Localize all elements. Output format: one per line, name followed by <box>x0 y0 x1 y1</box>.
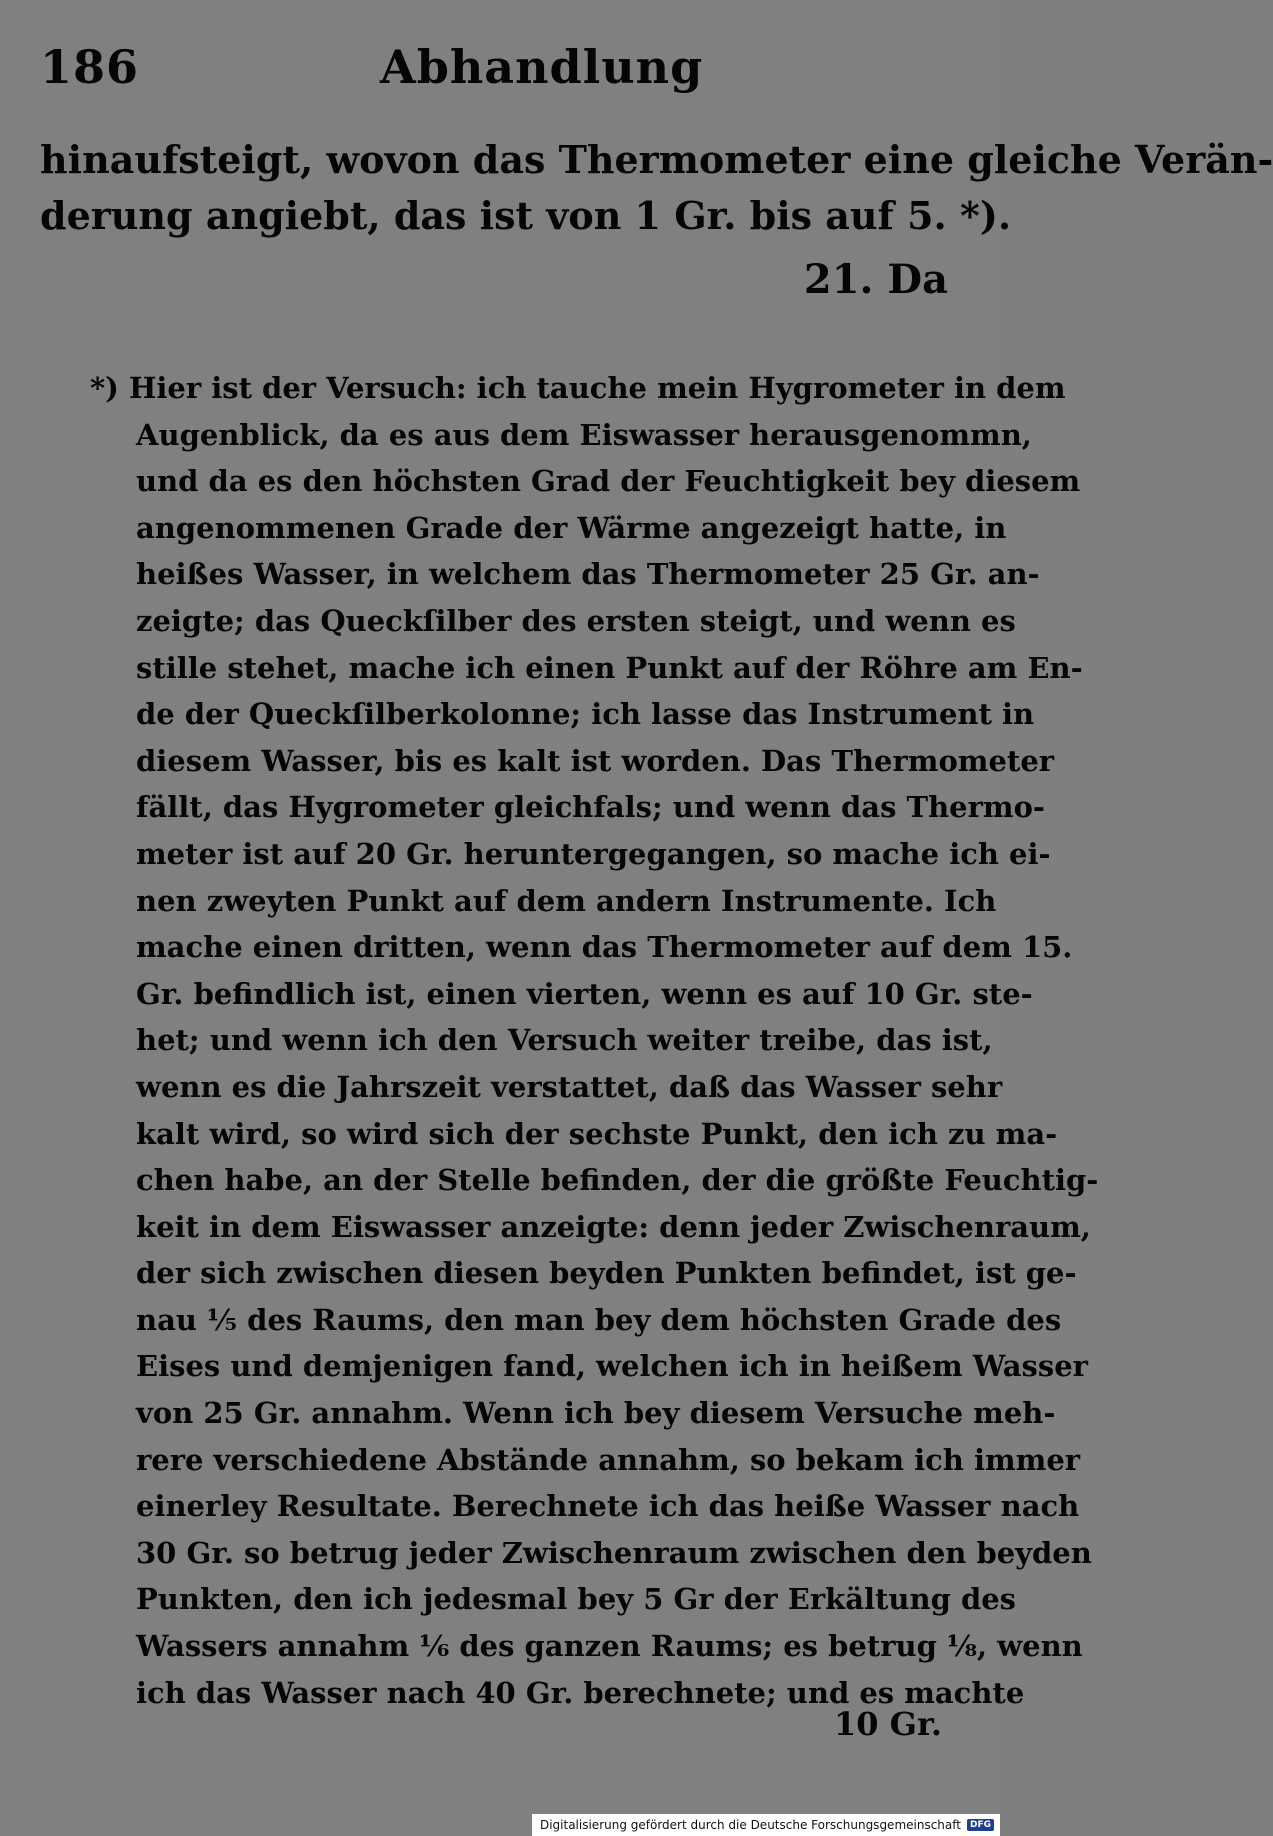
footnote-line: angenommenen Grade der Wärme angezeigt hatte, in <box>136 510 1007 545</box>
main-text-line: hinaufsteigt, wovon das Thermometer eine gleiche Verän- <box>40 137 1273 182</box>
footnote-line: ich das Wasser nach 40 Gr. berechnete; und es machte <box>136 1675 1025 1710</box>
footnote-line: fällt, das Hygrometer gleichfals; und wenn das Thermo- <box>136 790 1045 825</box>
footnote-line: kalt wird, so wird sich der sechste Punkt, den ich zu ma- <box>136 1116 1058 1151</box>
footnote-line: Punkten, den ich jedesmal bey 5 Gr der Erkältung des <box>136 1582 1017 1617</box>
footnote-line: stille stehet, mache ich einen Punkt auf der Röhre am En- <box>136 650 1083 685</box>
footnote-line: der sich zwischen diesen beyden Punkten befindet, ist ge- <box>136 1256 1077 1291</box>
dfg-logo: DFG <box>967 1819 994 1831</box>
footnote-line: Wassers annahm ⅙ des ganzen Raums; es betrug ⅛, wenn <box>136 1629 1083 1664</box>
footnote-line: Eises und demjenigen fand, welchen ich in heißem Wasser <box>136 1349 1088 1384</box>
footnote-line: Gr. befindlich ist, einen vierten, wenn es auf 10 Gr. ste- <box>136 976 1033 1011</box>
footnote-line: von 25 Gr. annahm. Wenn ich bey diesem Versuche meh- <box>136 1396 1056 1431</box>
footnote-line: diesem Wasser, bis es kalt ist worden. Das Thermometer <box>136 743 1055 778</box>
footnote-line: chen habe, an der Stelle befinden, der die größte Feuchtig- <box>136 1163 1099 1198</box>
footnote-line: Augenblick, da es aus dem Eiswasser herausgenommn, <box>136 417 1032 452</box>
footnote-line: wenn es die Jahrszeit verstattet, daß das Wasser sehr <box>136 1069 1003 1104</box>
catchword-footnote: 10 Gr. <box>833 1705 942 1743</box>
footnote-line: meter ist auf 20 Gr. heruntergegangen, so mache ich ei- <box>136 836 1051 871</box>
footnote-block <box>40 365 1099 1716</box>
main-text-line: derung angiebt, das ist von 1 Gr. bis auf 5. *). <box>40 193 1012 238</box>
footnote-line: mache einen dritten, wenn das Thermometer auf dem 15. <box>136 930 1073 965</box>
footnote-line: het; und wenn ich den Versuch weiter treibe, das ist, <box>136 1023 993 1058</box>
footnote-line: nen zweyten Punkt auf dem andern Instrumente. Ich <box>136 883 997 918</box>
footnote-line: heißes Wasser, in welchem das Thermometer 25 Gr. an- <box>136 557 1040 592</box>
footer-credit-text: Digitalisierung gefördert durch die Deutsche Forschungsgemeinschaft <box>539 1818 961 1832</box>
footnote-line: nau ⅕ des Raums, den man bey dem höchsten Grade des <box>136 1302 1062 1337</box>
footnote-line: keit in dem Eiswasser anzeigte: denn jeder Zwischenraum, <box>136 1209 1091 1244</box>
page-header <box>40 30 940 110</box>
catchword-main: 21. Da <box>803 256 948 303</box>
footnote-line: 30 Gr. so betrug jeder Zwischenraum zwischen den beyden <box>136 1535 1092 1570</box>
main-text-block <box>40 132 1273 244</box>
digitization-footer <box>532 1814 1000 1836</box>
footnote-line: *) Hier ist der Versuch: ich tauche mein Hygrometer in dem <box>90 371 1066 405</box>
running-head: Abhandlung <box>380 40 704 94</box>
footnote-line: de der Queckſilberkolonne; ich lasse das Instrument in <box>136 697 1035 732</box>
page-number: 186 <box>40 40 140 94</box>
footnote-line: einerley Resultate. Berechnete ich das heiße Wasser nach <box>136 1489 1080 1524</box>
footnote-line: zeigte; das Queckſilber des ersten steigt, und wenn es <box>136 603 1016 638</box>
footnote-line: rere verschiedene Abstände annahm, so bekam ich immer <box>136 1442 1081 1477</box>
footnote-line: und da es den höchsten Grad der Feuchtigkeit bey diesem <box>136 464 1081 499</box>
